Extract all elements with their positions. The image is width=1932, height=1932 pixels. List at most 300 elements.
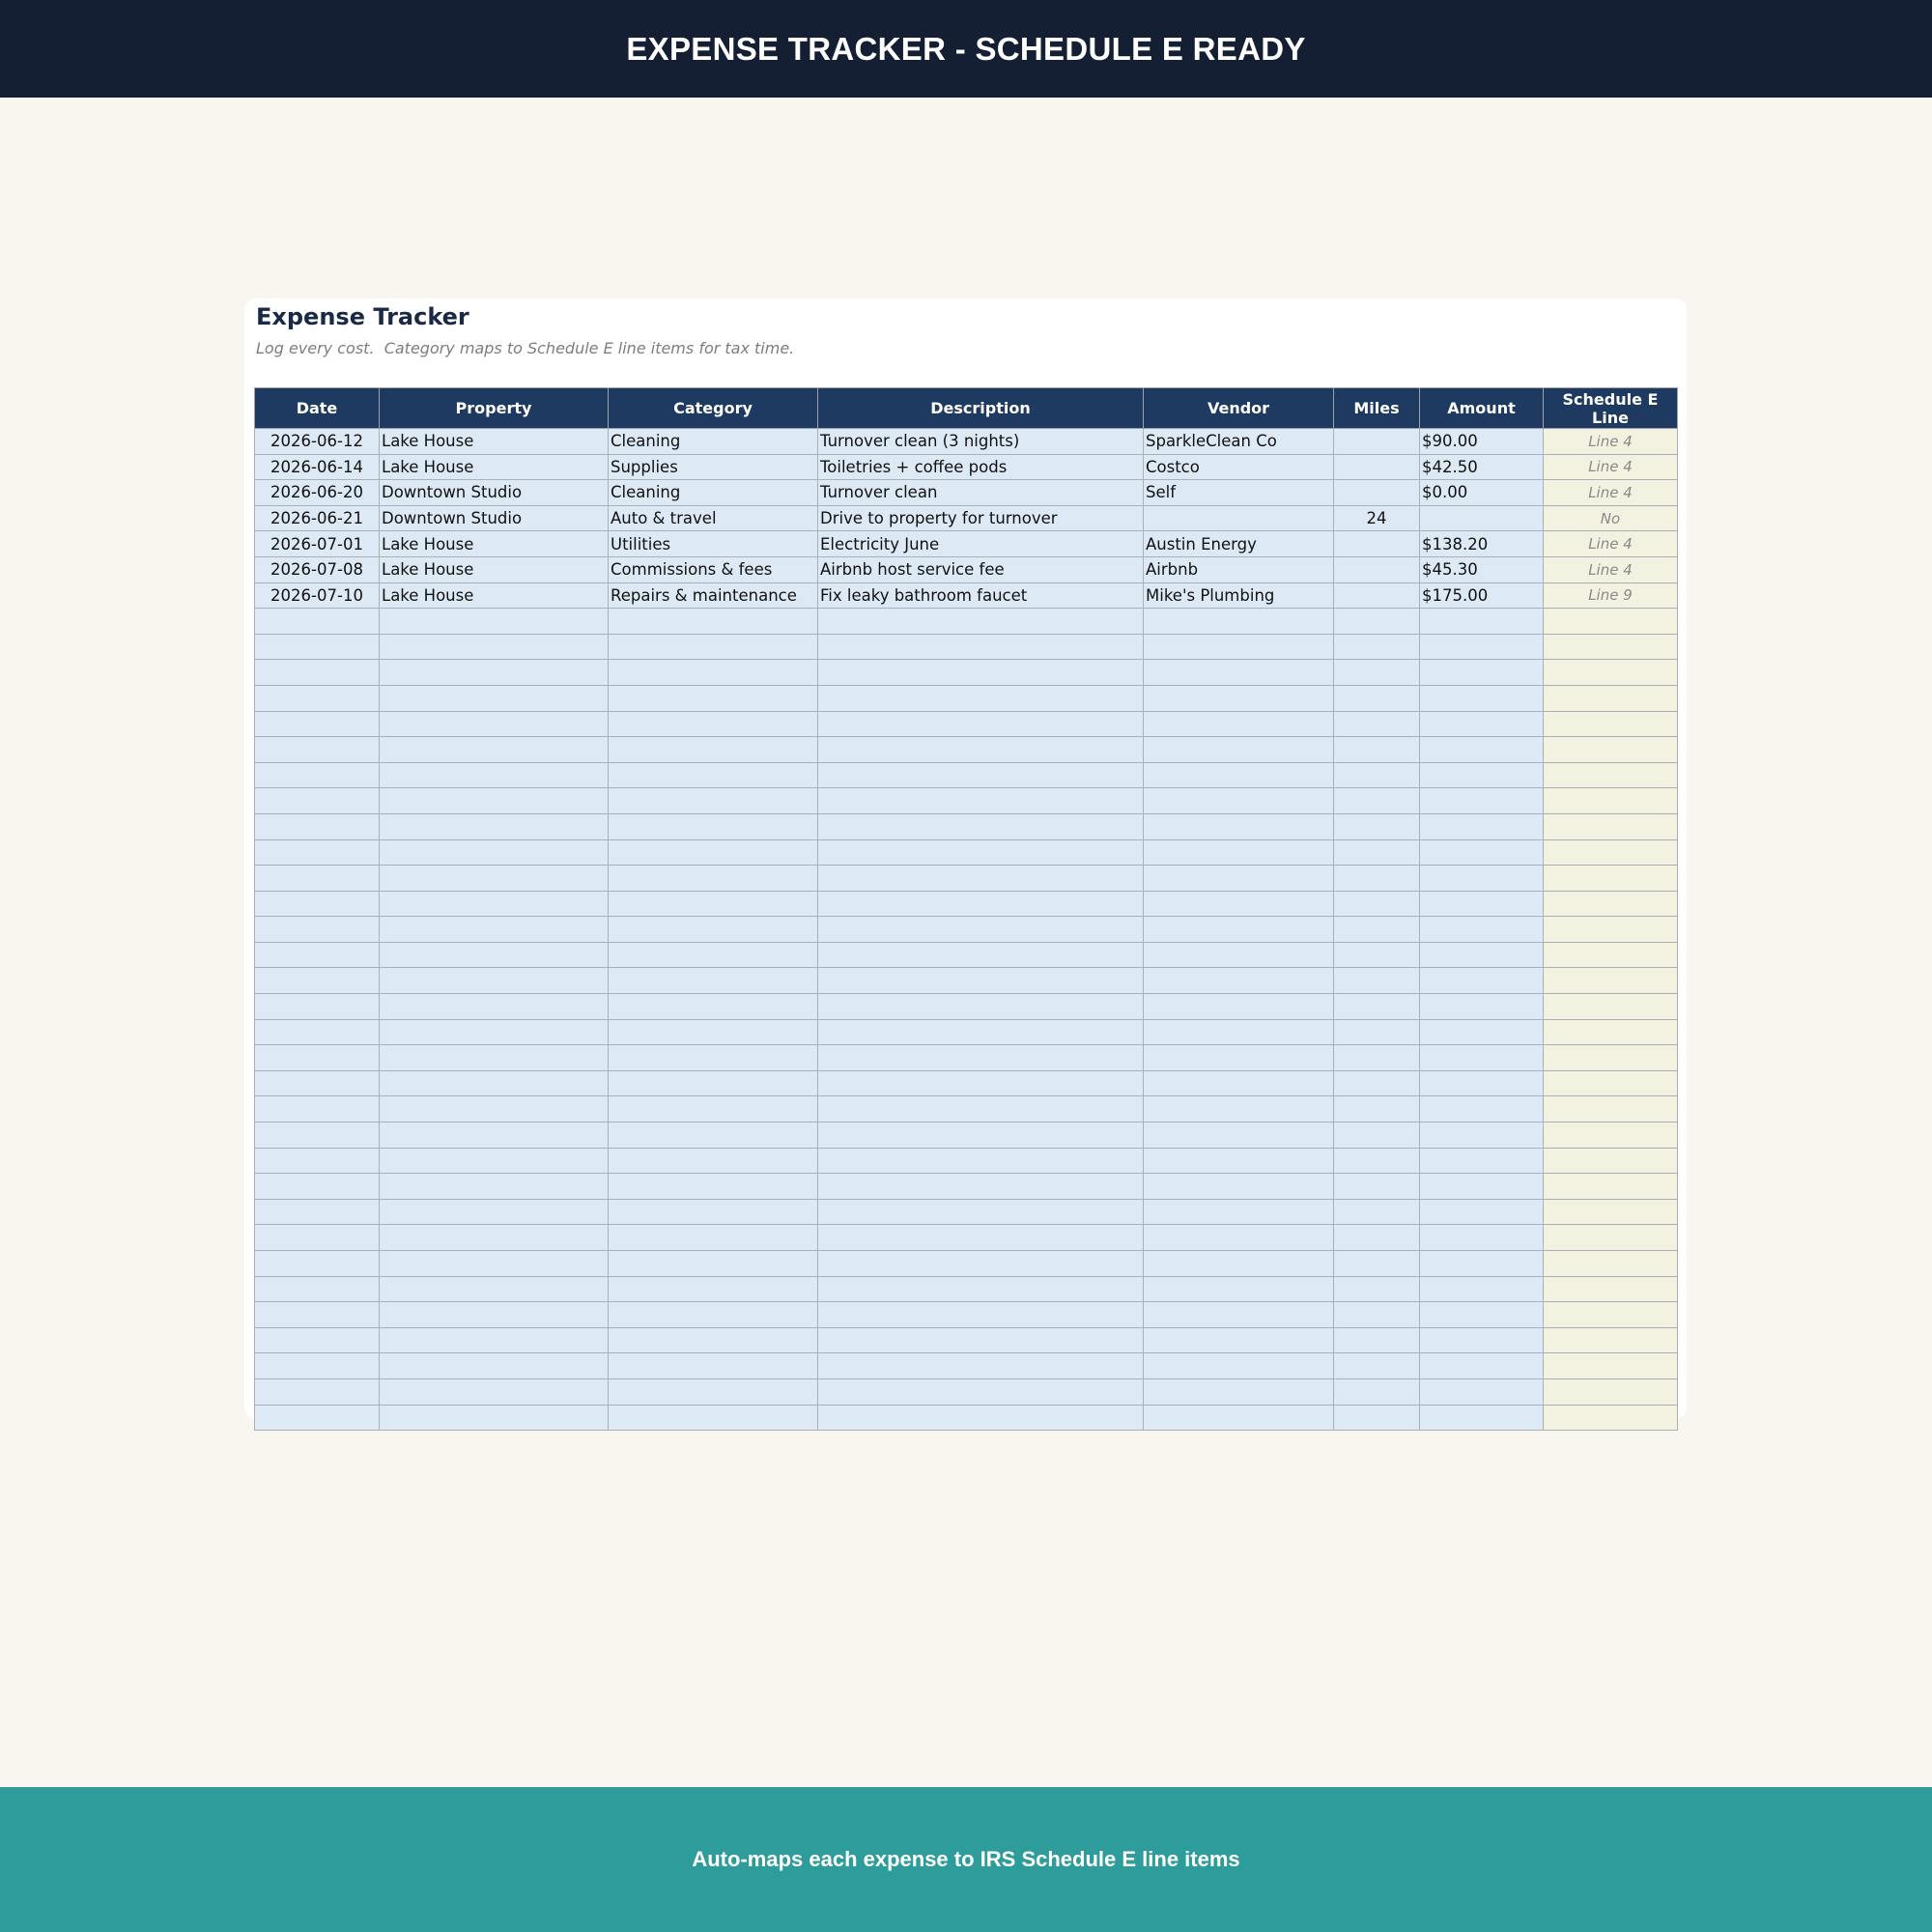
category-cell[interactable] (609, 942, 818, 968)
schedule-e-line-cell[interactable] (1544, 1122, 1678, 1149)
miles-cell[interactable] (1334, 1070, 1420, 1096)
date-cell[interactable]: 2026-07-08 (255, 556, 380, 582)
category-cell[interactable] (609, 839, 818, 866)
miles-cell[interactable] (1334, 994, 1420, 1020)
date-cell[interactable]: 2026-07-10 (255, 582, 380, 609)
category-cell[interactable] (609, 1045, 818, 1071)
vendor-cell[interactable] (1144, 1070, 1334, 1096)
amount-cell[interactable]: $90.00 (1420, 429, 1544, 455)
date-cell[interactable] (255, 788, 380, 814)
category-cell[interactable] (609, 1353, 818, 1379)
amount-cell[interactable]: $0.00 (1420, 480, 1544, 506)
miles-cell[interactable] (1334, 1302, 1420, 1328)
property-cell[interactable] (380, 1070, 609, 1096)
date-cell[interactable] (255, 1070, 380, 1096)
property-cell[interactable] (380, 1199, 609, 1225)
description-cell[interactable] (818, 994, 1144, 1020)
description-cell[interactable]: Fix leaky bathroom faucet (818, 582, 1144, 609)
description-cell[interactable] (818, 839, 1144, 866)
miles-cell[interactable] (1334, 866, 1420, 892)
miles-cell[interactable] (1334, 556, 1420, 582)
amount-cell[interactable] (1420, 609, 1544, 635)
amount-cell[interactable] (1420, 1327, 1544, 1353)
date-cell[interactable]: 2026-06-20 (255, 480, 380, 506)
description-cell[interactable] (818, 891, 1144, 917)
vendor-cell[interactable] (1144, 968, 1334, 994)
column-header-vendor[interactable]: Vendor (1144, 388, 1334, 429)
schedule-e-line-cell[interactable] (1544, 1327, 1678, 1353)
description-cell[interactable] (818, 942, 1144, 968)
schedule-e-line-cell[interactable] (1544, 634, 1678, 660)
amount-cell[interactable] (1420, 942, 1544, 968)
vendor-cell[interactable] (1144, 866, 1334, 892)
amount-cell[interactable] (1420, 866, 1544, 892)
schedule-e-line-cell[interactable] (1544, 1353, 1678, 1379)
category-cell[interactable] (609, 711, 818, 737)
date-cell[interactable] (255, 1096, 380, 1122)
date-cell[interactable] (255, 1353, 380, 1379)
property-cell[interactable] (380, 737, 609, 763)
category-cell[interactable] (609, 1199, 818, 1225)
property-cell[interactable] (380, 994, 609, 1020)
vendor-cell[interactable] (1144, 685, 1334, 711)
property-cell[interactable] (380, 788, 609, 814)
vendor-cell[interactable] (1144, 1405, 1334, 1431)
amount-cell[interactable] (1420, 762, 1544, 788)
description-cell[interactable] (818, 609, 1144, 635)
category-cell[interactable] (609, 1148, 818, 1174)
date-cell[interactable] (255, 634, 380, 660)
date-cell[interactable] (255, 1045, 380, 1071)
property-cell[interactable] (380, 1251, 609, 1277)
category-cell[interactable] (609, 737, 818, 763)
vendor-cell[interactable] (1144, 1122, 1334, 1149)
property-cell[interactable] (380, 1302, 609, 1328)
category-cell[interactable]: Supplies (609, 454, 818, 480)
miles-cell[interactable] (1334, 634, 1420, 660)
amount-cell[interactable] (1420, 711, 1544, 737)
amount-cell[interactable] (1420, 660, 1544, 686)
category-cell[interactable] (609, 788, 818, 814)
description-cell[interactable] (818, 917, 1144, 943)
description-cell[interactable] (818, 866, 1144, 892)
miles-cell[interactable] (1334, 609, 1420, 635)
date-cell[interactable] (255, 1225, 380, 1251)
property-cell[interactable] (380, 917, 609, 943)
miles-cell[interactable] (1334, 1019, 1420, 1045)
category-cell[interactable] (609, 685, 818, 711)
vendor-cell[interactable] (1144, 660, 1334, 686)
date-cell[interactable] (255, 1122, 380, 1149)
vendor-cell[interactable] (1144, 1302, 1334, 1328)
property-cell[interactable] (380, 1353, 609, 1379)
vendor-cell[interactable] (1144, 609, 1334, 635)
description-cell[interactable] (818, 968, 1144, 994)
property-cell[interactable] (380, 1225, 609, 1251)
date-cell[interactable] (255, 866, 380, 892)
description-cell[interactable] (818, 1122, 1144, 1149)
property-cell[interactable] (380, 813, 609, 839)
miles-cell[interactable] (1334, 839, 1420, 866)
amount-cell[interactable] (1420, 1225, 1544, 1251)
schedule-e-line-cell[interactable] (1544, 1148, 1678, 1174)
category-cell[interactable] (609, 660, 818, 686)
amount-cell[interactable] (1420, 634, 1544, 660)
property-cell[interactable]: Lake House (380, 582, 609, 609)
category-cell[interactable] (609, 968, 818, 994)
schedule-e-line-cell[interactable] (1544, 1019, 1678, 1045)
vendor-cell[interactable]: Mike's Plumbing (1144, 582, 1334, 609)
amount-cell[interactable] (1420, 968, 1544, 994)
category-cell[interactable]: Cleaning (609, 480, 818, 506)
property-cell[interactable] (380, 1122, 609, 1149)
amount-cell[interactable] (1420, 994, 1544, 1020)
category-cell[interactable] (609, 1070, 818, 1096)
description-cell[interactable]: Toiletries + coffee pods (818, 454, 1144, 480)
miles-cell[interactable] (1334, 454, 1420, 480)
miles-cell[interactable] (1334, 968, 1420, 994)
description-cell[interactable] (818, 1378, 1144, 1405)
schedule-e-line-cell[interactable] (1544, 1302, 1678, 1328)
miles-cell[interactable] (1334, 1353, 1420, 1379)
schedule-e-line-cell[interactable] (1544, 891, 1678, 917)
amount-cell[interactable] (1420, 1070, 1544, 1096)
vendor-cell[interactable] (1144, 1199, 1334, 1225)
miles-cell[interactable] (1334, 480, 1420, 506)
vendor-cell[interactable] (1144, 1096, 1334, 1122)
schedule-e-line-cell[interactable] (1544, 942, 1678, 968)
date-cell[interactable] (255, 737, 380, 763)
property-cell[interactable]: Lake House (380, 454, 609, 480)
category-cell[interactable] (609, 1174, 818, 1200)
schedule-e-line-cell[interactable] (1544, 1070, 1678, 1096)
miles-cell[interactable] (1334, 788, 1420, 814)
schedule-e-line-cell[interactable] (1544, 1174, 1678, 1200)
column-header-date[interactable]: Date (255, 388, 380, 429)
date-cell[interactable] (255, 1327, 380, 1353)
vendor-cell[interactable] (1144, 1327, 1334, 1353)
vendor-cell[interactable] (1144, 1045, 1334, 1071)
vendor-cell[interactable]: Costco (1144, 454, 1334, 480)
date-cell[interactable] (255, 1378, 380, 1405)
description-cell[interactable] (818, 1070, 1144, 1096)
amount-cell[interactable] (1420, 1378, 1544, 1405)
category-cell[interactable] (609, 1378, 818, 1405)
date-cell[interactable] (255, 891, 380, 917)
vendor-cell[interactable] (1144, 839, 1334, 866)
category-cell[interactable]: Repairs & maintenance (609, 582, 818, 609)
description-cell[interactable]: Turnover clean (3 nights) (818, 429, 1144, 455)
schedule-e-line-cell[interactable] (1544, 839, 1678, 866)
category-cell[interactable] (609, 1327, 818, 1353)
vendor-cell[interactable] (1144, 1148, 1334, 1174)
vendor-cell[interactable]: Airbnb (1144, 556, 1334, 582)
category-cell[interactable] (609, 1096, 818, 1122)
property-cell[interactable] (380, 609, 609, 635)
property-cell[interactable] (380, 711, 609, 737)
description-cell[interactable] (818, 1096, 1144, 1122)
date-cell[interactable] (255, 1251, 380, 1277)
miles-cell[interactable]: 24 (1334, 505, 1420, 531)
schedule-e-line-cell[interactable]: No (1544, 505, 1678, 531)
description-cell[interactable] (818, 1405, 1144, 1431)
property-cell[interactable] (380, 1327, 609, 1353)
description-cell[interactable]: Airbnb host service fee (818, 556, 1144, 582)
date-cell[interactable]: 2026-06-21 (255, 505, 380, 531)
schedule-e-line-cell[interactable]: Line 4 (1544, 531, 1678, 557)
date-cell[interactable] (255, 1405, 380, 1431)
property-cell[interactable]: Downtown Studio (380, 480, 609, 506)
description-cell[interactable] (818, 1019, 1144, 1045)
description-cell[interactable] (818, 660, 1144, 686)
category-cell[interactable] (609, 866, 818, 892)
amount-cell[interactable] (1420, 1148, 1544, 1174)
category-cell[interactable] (609, 1276, 818, 1302)
vendor-cell[interactable] (1144, 505, 1334, 531)
amount-cell[interactable]: $45.30 (1420, 556, 1544, 582)
category-cell[interactable] (609, 1225, 818, 1251)
miles-cell[interactable] (1334, 1276, 1420, 1302)
property-cell[interactable] (380, 1096, 609, 1122)
schedule-e-line-cell[interactable] (1544, 711, 1678, 737)
miles-cell[interactable] (1334, 1122, 1420, 1149)
amount-cell[interactable] (1420, 1302, 1544, 1328)
vendor-cell[interactable] (1144, 737, 1334, 763)
column-header-amount[interactable]: Amount (1420, 388, 1544, 429)
amount-cell[interactable]: $175.00 (1420, 582, 1544, 609)
date-cell[interactable] (255, 685, 380, 711)
schedule-e-line-cell[interactable] (1544, 762, 1678, 788)
category-cell[interactable]: Utilities (609, 531, 818, 557)
amount-cell[interactable] (1420, 1096, 1544, 1122)
column-header-property[interactable]: Property (380, 388, 609, 429)
miles-cell[interactable] (1334, 942, 1420, 968)
date-cell[interactable]: 2026-06-12 (255, 429, 380, 455)
miles-cell[interactable] (1334, 762, 1420, 788)
description-cell[interactable] (818, 1225, 1144, 1251)
date-cell[interactable] (255, 968, 380, 994)
miles-cell[interactable] (1334, 685, 1420, 711)
date-cell[interactable] (255, 942, 380, 968)
schedule-e-line-cell[interactable] (1544, 788, 1678, 814)
description-cell[interactable] (818, 1327, 1144, 1353)
amount-cell[interactable]: $42.50 (1420, 454, 1544, 480)
description-cell[interactable] (818, 1174, 1144, 1200)
amount-cell[interactable] (1420, 891, 1544, 917)
description-cell[interactable]: Drive to property for turnover (818, 505, 1144, 531)
description-cell[interactable] (818, 634, 1144, 660)
category-cell[interactable] (609, 891, 818, 917)
date-cell[interactable] (255, 1302, 380, 1328)
miles-cell[interactable] (1334, 1405, 1420, 1431)
date-cell[interactable]: 2026-07-01 (255, 531, 380, 557)
category-cell[interactable] (609, 762, 818, 788)
schedule-e-line-cell[interactable] (1544, 1096, 1678, 1122)
description-cell[interactable] (818, 1199, 1144, 1225)
amount-cell[interactable] (1420, 1251, 1544, 1277)
amount-cell[interactable] (1420, 1045, 1544, 1071)
vendor-cell[interactable] (1144, 788, 1334, 814)
date-cell[interactable] (255, 1019, 380, 1045)
description-cell[interactable] (818, 711, 1144, 737)
date-cell[interactable] (255, 1199, 380, 1225)
category-cell[interactable] (609, 1251, 818, 1277)
amount-cell[interactable] (1420, 685, 1544, 711)
date-cell[interactable] (255, 917, 380, 943)
schedule-e-line-cell[interactable]: Line 4 (1544, 429, 1678, 455)
vendor-cell[interactable] (1144, 1378, 1334, 1405)
property-cell[interactable] (380, 1174, 609, 1200)
property-cell[interactable] (380, 660, 609, 686)
miles-cell[interactable] (1334, 429, 1420, 455)
vendor-cell[interactable] (1144, 1251, 1334, 1277)
vendor-cell[interactable] (1144, 994, 1334, 1020)
category-cell[interactable] (609, 1405, 818, 1431)
description-cell[interactable] (818, 1353, 1144, 1379)
category-cell[interactable]: Commissions & fees (609, 556, 818, 582)
vendor-cell[interactable] (1144, 1174, 1334, 1200)
miles-cell[interactable] (1334, 1096, 1420, 1122)
miles-cell[interactable] (1334, 891, 1420, 917)
column-header-miles[interactable]: Miles (1334, 388, 1420, 429)
schedule-e-line-cell[interactable] (1544, 737, 1678, 763)
miles-cell[interactable] (1334, 711, 1420, 737)
amount-cell[interactable] (1420, 1405, 1544, 1431)
property-cell[interactable] (380, 866, 609, 892)
amount-cell[interactable] (1420, 1199, 1544, 1225)
property-cell[interactable]: Lake House (380, 531, 609, 557)
description-cell[interactable] (818, 813, 1144, 839)
date-cell[interactable] (255, 1148, 380, 1174)
schedule-e-line-cell[interactable] (1544, 1199, 1678, 1225)
vendor-cell[interactable] (1144, 1353, 1334, 1379)
date-cell[interactable] (255, 711, 380, 737)
property-cell[interactable] (380, 968, 609, 994)
schedule-e-line-cell[interactable] (1544, 866, 1678, 892)
vendor-cell[interactable]: SparkleClean Co (1144, 429, 1334, 455)
property-cell[interactable] (380, 685, 609, 711)
description-cell[interactable] (818, 1302, 1144, 1328)
schedule-e-line-cell[interactable]: Line 9 (1544, 582, 1678, 609)
vendor-cell[interactable] (1144, 1276, 1334, 1302)
property-cell[interactable] (380, 839, 609, 866)
vendor-cell[interactable]: Self (1144, 480, 1334, 506)
date-cell[interactable] (255, 1276, 380, 1302)
description-cell[interactable] (818, 1148, 1144, 1174)
schedule-e-line-cell[interactable] (1544, 994, 1678, 1020)
date-cell[interactable] (255, 839, 380, 866)
date-cell[interactable] (255, 609, 380, 635)
property-cell[interactable] (380, 891, 609, 917)
amount-cell[interactable] (1420, 1019, 1544, 1045)
category-cell[interactable] (609, 609, 818, 635)
category-cell[interactable] (609, 634, 818, 660)
description-cell[interactable] (818, 788, 1144, 814)
schedule-e-line-cell[interactable]: Line 4 (1544, 454, 1678, 480)
date-cell[interactable] (255, 660, 380, 686)
description-cell[interactable] (818, 1045, 1144, 1071)
amount-cell[interactable] (1420, 505, 1544, 531)
schedule-e-line-cell[interactable] (1544, 1225, 1678, 1251)
vendor-cell[interactable] (1144, 917, 1334, 943)
vendor-cell[interactable]: Austin Energy (1144, 531, 1334, 557)
miles-cell[interactable] (1334, 917, 1420, 943)
miles-cell[interactable] (1334, 1174, 1420, 1200)
property-cell[interactable]: Lake House (380, 429, 609, 455)
amount-cell[interactable] (1420, 1122, 1544, 1149)
date-cell[interactable] (255, 762, 380, 788)
property-cell[interactable]: Downtown Studio (380, 505, 609, 531)
category-cell[interactable]: Cleaning (609, 429, 818, 455)
category-cell[interactable] (609, 1019, 818, 1045)
property-cell[interactable] (380, 634, 609, 660)
schedule-e-line-cell[interactable] (1544, 1378, 1678, 1405)
schedule-e-line-cell[interactable] (1544, 685, 1678, 711)
schedule-e-line-cell[interactable] (1544, 1251, 1678, 1277)
description-cell[interactable] (818, 737, 1144, 763)
vendor-cell[interactable] (1144, 1225, 1334, 1251)
amount-cell[interactable] (1420, 1353, 1544, 1379)
vendor-cell[interactable] (1144, 1019, 1334, 1045)
category-cell[interactable] (609, 1302, 818, 1328)
column-header-category[interactable]: Category (609, 388, 818, 429)
schedule-e-line-cell[interactable] (1544, 813, 1678, 839)
amount-cell[interactable] (1420, 788, 1544, 814)
description-cell[interactable] (818, 685, 1144, 711)
miles-cell[interactable] (1334, 1225, 1420, 1251)
vendor-cell[interactable] (1144, 711, 1334, 737)
category-cell[interactable] (609, 813, 818, 839)
amount-cell[interactable] (1420, 813, 1544, 839)
column-header-description[interactable]: Description (818, 388, 1144, 429)
vendor-cell[interactable] (1144, 634, 1334, 660)
schedule-e-line-cell[interactable]: Line 4 (1544, 556, 1678, 582)
amount-cell[interactable] (1420, 1174, 1544, 1200)
category-cell[interactable] (609, 1122, 818, 1149)
property-cell[interactable] (380, 1405, 609, 1431)
schedule-e-line-cell[interactable] (1544, 1405, 1678, 1431)
amount-cell[interactable] (1420, 737, 1544, 763)
schedule-e-line-cell[interactable] (1544, 609, 1678, 635)
date-cell[interactable] (255, 994, 380, 1020)
vendor-cell[interactable] (1144, 891, 1334, 917)
schedule-e-line-cell[interactable] (1544, 917, 1678, 943)
miles-cell[interactable] (1334, 1378, 1420, 1405)
miles-cell[interactable] (1334, 660, 1420, 686)
miles-cell[interactable] (1334, 1148, 1420, 1174)
schedule-e-line-cell[interactable] (1544, 1045, 1678, 1071)
schedule-e-line-cell[interactable]: Line 4 (1544, 480, 1678, 506)
miles-cell[interactable] (1334, 1327, 1420, 1353)
miles-cell[interactable] (1334, 531, 1420, 557)
description-cell[interactable] (818, 1251, 1144, 1277)
property-cell[interactable] (380, 1148, 609, 1174)
amount-cell[interactable] (1420, 839, 1544, 866)
amount-cell[interactable]: $138.20 (1420, 531, 1544, 557)
miles-cell[interactable] (1334, 1199, 1420, 1225)
miles-cell[interactable] (1334, 1045, 1420, 1071)
date-cell[interactable] (255, 813, 380, 839)
property-cell[interactable] (380, 762, 609, 788)
vendor-cell[interactable] (1144, 762, 1334, 788)
property-cell[interactable] (380, 1019, 609, 1045)
vendor-cell[interactable] (1144, 942, 1334, 968)
miles-cell[interactable] (1334, 582, 1420, 609)
date-cell[interactable] (255, 1174, 380, 1200)
property-cell[interactable] (380, 1378, 609, 1405)
schedule-e-line-cell[interactable] (1544, 968, 1678, 994)
property-cell[interactable] (380, 1045, 609, 1071)
